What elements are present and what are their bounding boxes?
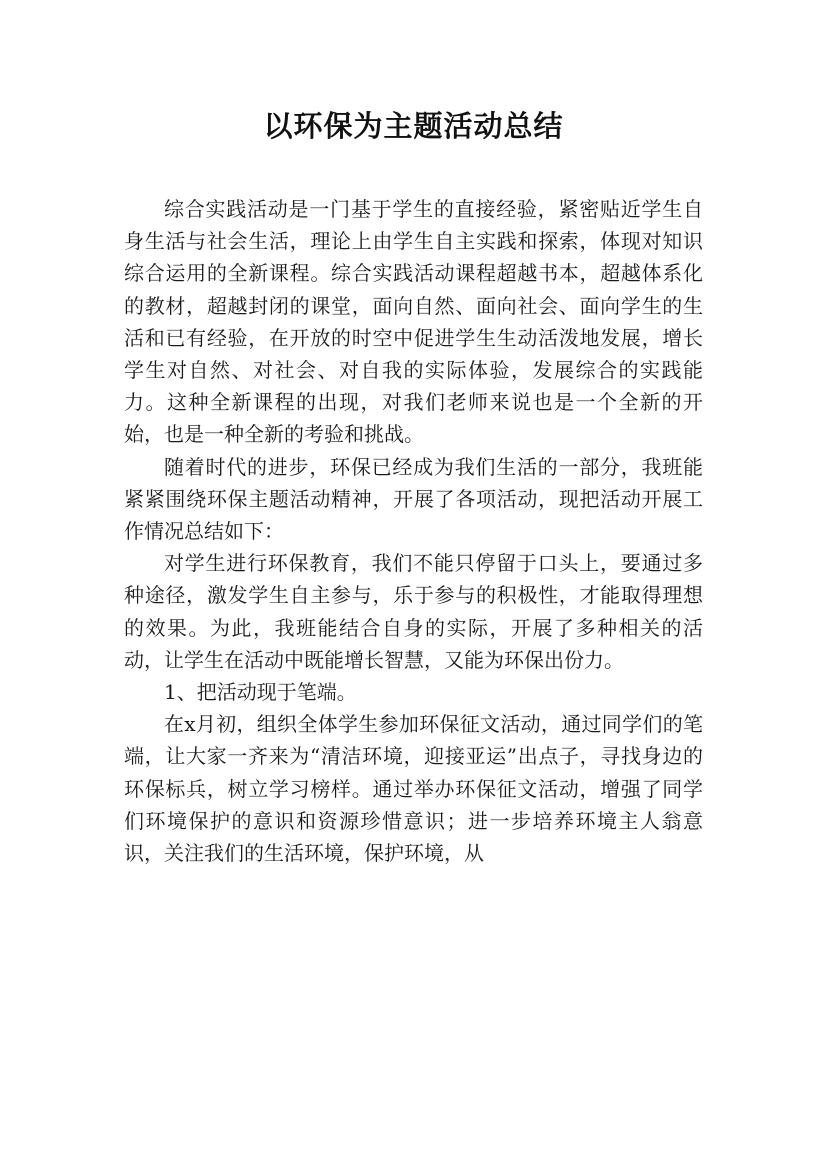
paragraph-intro: 综合实践活动是一门基于学生的直接经验，紧密贴近学生自身生活与社会生活，理论上由学生自主实践和探索，体现对知识综合运用的全新课程。综合实践活动课程超越书本，超越体系化的教材，超越封闭的课堂，面向自然、面向社会、面向学生的生活和已有经验，在开放的时空中促进学生生动活泼地发展，增长学生对自然、对社会、对自我的实际体验，发展综合的实践能力。这种全新课程的出现，对我们老师来说也是一个全新的开始，也是一种全新的考验和挑战。: [124, 197, 703, 447]
paragraph-background: 随着时代的进步，环保已经成为我们生活的一部分，我班能紧紧围绕环保主题活动精神，开展了各项活动，现把活动开展工作情况总结如下：: [124, 454, 703, 544]
document-title: 以环保为主题活动总结: [263, 109, 564, 143]
paragraph-essay-activity: 在x月初，组织全体学生参加环保征文活动，通过同学们的笔端，让大家一齐来为“清洁环境，迎接亚运”出点子，寻找身边的环保标兵，树立学习榜样。通过举办环保征文活动，增强了同学们环境保护的意识和资源珍惜意识；进一步培养环境主人翁意识，关注我们的生活环境，保护环境，从: [124, 712, 703, 866]
document-body: [124, 193, 703, 869]
section-heading-1: 1、把活动现于笔端。: [164, 680, 357, 705]
paragraph-approach: 对学生进行环保教育，我们不能只停留于口头上，要通过多种途径，激发学生自主参与，乐于参与的积极性，才能取得理想的效果。为此，我班能结合自身的实际，开展了多种相关的活动，让学生在活动中既能增长智慧，又能为环保出份力。: [124, 551, 703, 672]
